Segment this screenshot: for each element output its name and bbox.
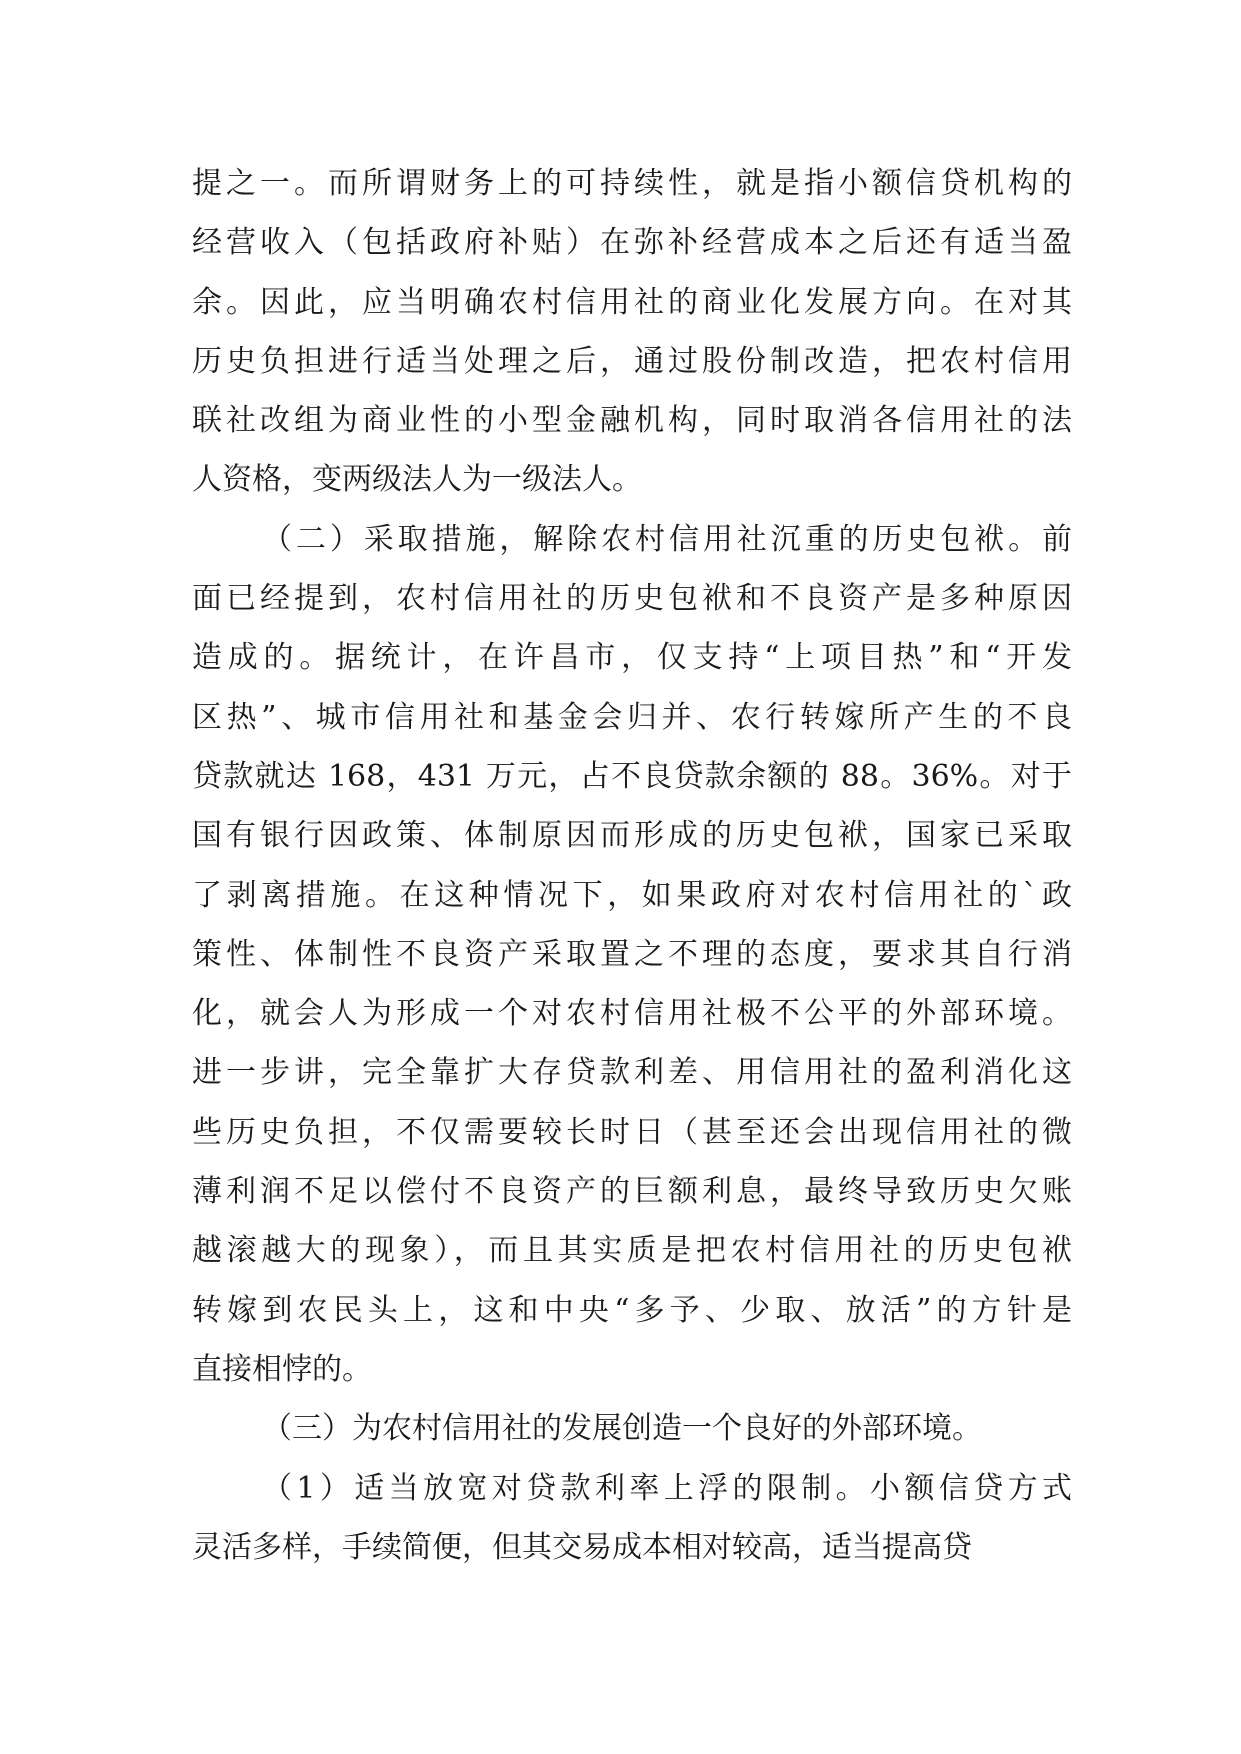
text-line: 薄利润不足以偿付不良资产的巨额利息，最终导致历史欠账	[192, 1174, 1072, 1210]
text-line: 些历史负担，不仅需要较长时日（甚至还会出现信用社的微	[192, 1114, 1072, 1150]
subsection-heading-1: （1）适当放宽对贷款利率上浮的限制。小额信贷方式	[262, 1470, 1072, 1506]
text-line: 越滚越大的现象），而且其实质是把农村信用社的历史包袱	[192, 1233, 1072, 1269]
text-line: 转嫁到农民头上，这和中央“多予、少取、放活”的方针是	[192, 1292, 1072, 1328]
text-line: 联社改组为商业性的小型金融机构，同时取消各信用社的法	[192, 403, 1072, 439]
document-body	[192, 154, 1072, 1577]
section-heading-3: （三）为农村信用社的发展创造一个良好的外部环境。	[262, 1411, 982, 1447]
section-heading-2: （二）采取措施，解除农村信用社沉重的历史包袱。前	[262, 521, 1072, 557]
text-line: 历史负担进行适当处理之后，通过股份制改造，把农村信用	[192, 343, 1072, 379]
text-line: 了剥离措施。在这种情况下，如果政府对农村信用社的`政	[192, 877, 1072, 913]
text-line: 进一步讲，完全靠扩大存贷款利差、用信用社的盈利消化这	[192, 1055, 1072, 1091]
text-line: 贷款就达 168，431 万元，占不良贷款余额的 88。36%。对于	[192, 758, 1072, 794]
text-line: 区热”、城市信用社和基金会归并、农行转嫁所产生的不良	[192, 699, 1072, 735]
text-line: 面已经提到，农村信用社的历史包袱和不良资产是多种原因	[192, 581, 1072, 617]
text-line: 灵活多样，手续简便，但其交易成本相对较高，适当提高贷	[192, 1529, 972, 1565]
text-line: 提之一。而所谓财务上的可持续性，就是指小额信贷机构的	[192, 166, 1072, 201]
text-line: 余。因此，应当明确农村信用社的商业化发展方向。在对其	[192, 284, 1072, 320]
text-line: 化，就会人为形成一个对农村信用社极不公平的外部环境。	[192, 996, 1072, 1032]
text-line: 策性、体制性不良资产采取置之不理的态度，要求其自行消	[192, 936, 1072, 972]
text-line: 直接相悖的。	[192, 1351, 372, 1387]
text-line: 国有银行因政策、体制原因而形成的历史包袱，国家已采取	[192, 818, 1072, 854]
text-line: 人资格，变两级法人为一级法人。	[192, 462, 642, 498]
text-line: 造成的。据统计，在许昌市，仅支持“上项目热”和“开发	[192, 640, 1072, 676]
text-line: 经营收入（包括政府补贴）在弥补经营成本之后还有适当盈	[192, 225, 1072, 261]
